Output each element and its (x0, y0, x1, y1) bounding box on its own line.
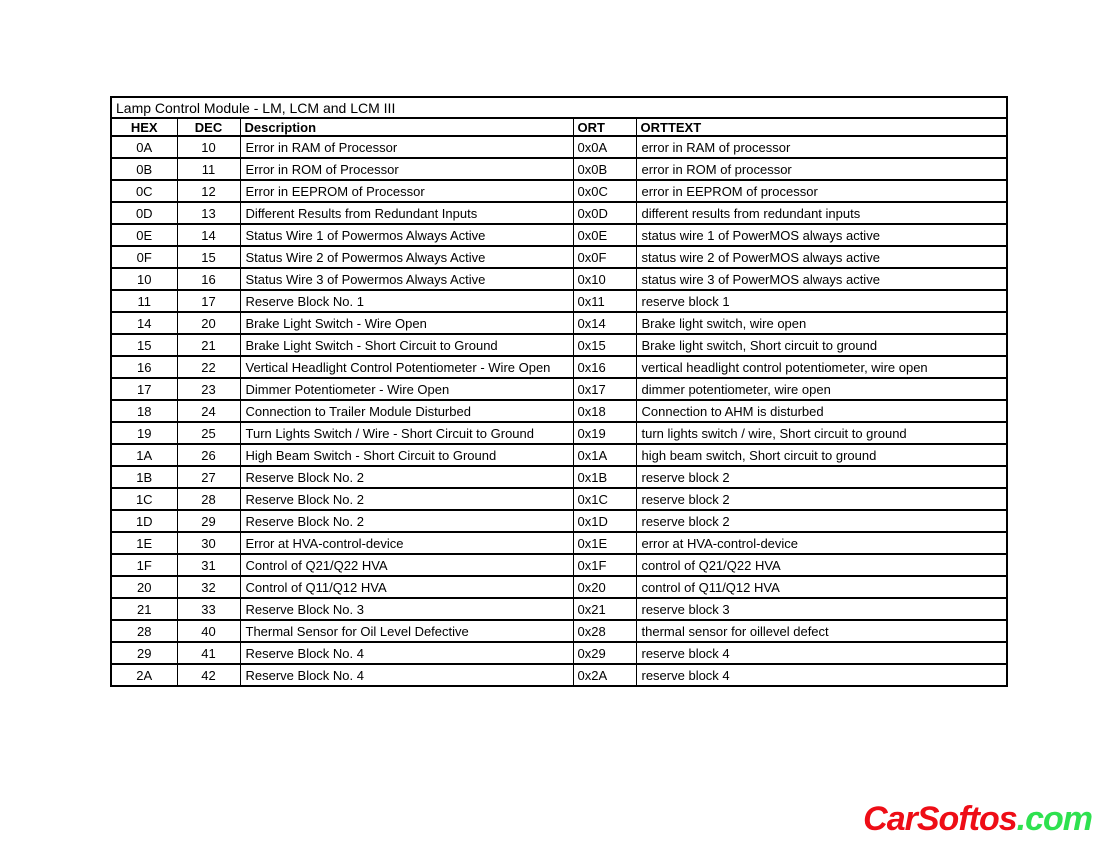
table-cell-ort: 0x1C (573, 488, 636, 510)
table-row (111, 334, 1007, 356)
table-cell-dec: 11 (177, 158, 240, 180)
table-cell-dec: 27 (177, 466, 240, 488)
table-cell-orttext: turn lights switch / wire, Short circuit to ground (636, 422, 1007, 444)
table-cell-orttext: Brake light switch, wire open (636, 312, 1007, 334)
table-title-row (111, 97, 1007, 118)
table-cell-hex: 1F (111, 554, 177, 576)
table-cell-ort: 0x0E (573, 224, 636, 246)
column-header-dec: DEC (177, 118, 240, 136)
table-cell-hex: 10 (111, 268, 177, 290)
table-cell-hex: 1B (111, 466, 177, 488)
table-row (111, 290, 1007, 312)
table-cell-hex: 18 (111, 400, 177, 422)
table-cell-dec: 33 (177, 598, 240, 620)
table-cell-dec: 16 (177, 268, 240, 290)
table-row (111, 180, 1007, 202)
table-row (111, 202, 1007, 224)
table-cell-orttext: error in EEPROM of processor (636, 180, 1007, 202)
watermark-name: CarSoftos (863, 800, 1017, 838)
table-cell-hex: 0F (111, 246, 177, 268)
table-row (111, 246, 1007, 268)
table-cell-dec: 25 (177, 422, 240, 444)
table-title: Lamp Control Module - LM, LCM and LCM III (111, 97, 1007, 118)
table-cell-hex: 2A (111, 664, 177, 686)
table-cell-orttext: high beam switch, Short circuit to ground (636, 444, 1007, 466)
table-cell-ort: 0x14 (573, 312, 636, 334)
table-row (111, 598, 1007, 620)
table-cell-hex: 21 (111, 598, 177, 620)
table-cell-hex: 28 (111, 620, 177, 642)
table-cell-orttext: thermal sensor for oillevel defect (636, 620, 1007, 642)
table-cell-description: Different Results from Redundant Inputs (240, 202, 573, 224)
table-cell-hex: 1A (111, 444, 177, 466)
table-cell-description: Brake Light Switch - Wire Open (240, 312, 573, 334)
table-row (111, 642, 1007, 664)
table-cell-ort: 0x1F (573, 554, 636, 576)
table-cell-dec: 31 (177, 554, 240, 576)
table-cell-hex: 0B (111, 158, 177, 180)
fault-code-table (110, 96, 1008, 687)
table-cell-orttext: different results from redundant inputs (636, 202, 1007, 224)
column-header-orttext: ORTTEXT (636, 118, 1007, 136)
table-cell-orttext: reserve block 2 (636, 466, 1007, 488)
column-header-ort: ORT (573, 118, 636, 136)
table-cell-hex: 17 (111, 378, 177, 400)
table-row (111, 620, 1007, 642)
table-cell-description: Status Wire 2 of Powermos Always Active (240, 246, 573, 268)
table-cell-orttext: Brake light switch, Short circuit to ground (636, 334, 1007, 356)
table-cell-description: Reserve Block No. 4 (240, 664, 573, 686)
table-cell-description: Error in ROM of Processor (240, 158, 573, 180)
table-cell-description: Reserve Block No. 2 (240, 466, 573, 488)
table-cell-description: Error in EEPROM of Processor (240, 180, 573, 202)
table-cell-ort: 0x18 (573, 400, 636, 422)
table-cell-orttext: error in ROM of processor (636, 158, 1007, 180)
table-cell-ort: 0x11 (573, 290, 636, 312)
table-cell-description: Turn Lights Switch / Wire - Short Circuit to Ground (240, 422, 573, 444)
table-row (111, 378, 1007, 400)
table-cell-dec: 14 (177, 224, 240, 246)
table-cell-ort: 0x21 (573, 598, 636, 620)
table-row (111, 466, 1007, 488)
table-cell-description: Status Wire 1 of Powermos Always Active (240, 224, 573, 246)
table-row (111, 488, 1007, 510)
table-cell-orttext: reserve block 4 (636, 664, 1007, 686)
table-row (111, 356, 1007, 378)
table-cell-orttext: control of Q21/Q22 HVA (636, 554, 1007, 576)
table-cell-description: Connection to Trailer Module Disturbed (240, 400, 573, 422)
table-cell-orttext: reserve block 2 (636, 510, 1007, 532)
table-cell-ort: 0x0C (573, 180, 636, 202)
table-cell-hex: 0E (111, 224, 177, 246)
table-cell-dec: 30 (177, 532, 240, 554)
table-cell-orttext: error in RAM of processor (636, 136, 1007, 158)
table-cell-hex: 0D (111, 202, 177, 224)
table-cell-hex: 0C (111, 180, 177, 202)
table-cell-ort: 0x19 (573, 422, 636, 444)
table-cell-ort: 0x1A (573, 444, 636, 466)
table-cell-dec: 26 (177, 444, 240, 466)
table-row (111, 576, 1007, 598)
table-cell-dec: 24 (177, 400, 240, 422)
table-row (111, 268, 1007, 290)
table-cell-description: Reserve Block No. 3 (240, 598, 573, 620)
table-cell-description: Dimmer Potentiometer - Wire Open (240, 378, 573, 400)
table-cell-hex: 1C (111, 488, 177, 510)
table-row (111, 444, 1007, 466)
table-cell-hex: 19 (111, 422, 177, 444)
table-cell-description: Reserve Block No. 2 (240, 488, 573, 510)
table-cell-dec: 29 (177, 510, 240, 532)
table-cell-orttext: reserve block 3 (636, 598, 1007, 620)
table-cell-description: Error at HVA-control-device (240, 532, 573, 554)
table-cell-description: Thermal Sensor for Oil Level Defective (240, 620, 573, 642)
table-cell-hex: 20 (111, 576, 177, 598)
table-cell-description: Vertical Headlight Control Potentiometer - Wire Open (240, 356, 573, 378)
table-cell-ort: 0x2A (573, 664, 636, 686)
table-cell-dec: 28 (177, 488, 240, 510)
table-cell-orttext: status wire 2 of PowerMOS always active (636, 246, 1007, 268)
table-cell-dec: 42 (177, 664, 240, 686)
table-cell-hex: 0A (111, 136, 177, 158)
table-cell-description: Brake Light Switch - Short Circuit to Ground (240, 334, 573, 356)
table-cell-description: Reserve Block No. 1 (240, 290, 573, 312)
table-cell-description: Control of Q11/Q12 HVA (240, 576, 573, 598)
table-cell-description: High Beam Switch - Short Circuit to Ground (240, 444, 573, 466)
column-header-description: Description (240, 118, 573, 136)
table-row (111, 554, 1007, 576)
table-header-row (111, 118, 1007, 136)
watermark-logo (863, 800, 1092, 839)
table-cell-orttext: reserve block 4 (636, 642, 1007, 664)
table-cell-orttext: reserve block 2 (636, 488, 1007, 510)
table-cell-ort: 0x0A (573, 136, 636, 158)
table-cell-dec: 10 (177, 136, 240, 158)
table-cell-ort: 0x10 (573, 268, 636, 290)
table-cell-dec: 40 (177, 620, 240, 642)
table-cell-ort: 0x29 (573, 642, 636, 664)
table-row (111, 158, 1007, 180)
table-cell-dec: 17 (177, 290, 240, 312)
table-cell-dec: 15 (177, 246, 240, 268)
table-cell-description: Reserve Block No. 2 (240, 510, 573, 532)
column-header-hex: HEX (111, 118, 177, 136)
table-cell-ort: 0x1B (573, 466, 636, 488)
table-cell-dec: 22 (177, 356, 240, 378)
table-row (111, 510, 1007, 532)
table-cell-hex: 16 (111, 356, 177, 378)
table-cell-dec: 20 (177, 312, 240, 334)
table-row (111, 400, 1007, 422)
table-cell-ort: 0x20 (573, 576, 636, 598)
table-cell-orttext: vertical headlight control potentiometer, wire open (636, 356, 1007, 378)
table-cell-ort: 0x0D (573, 202, 636, 224)
table-row (111, 224, 1007, 246)
table-cell-orttext: error at HVA-control-device (636, 532, 1007, 554)
table-row (111, 422, 1007, 444)
table-cell-ort: 0x17 (573, 378, 636, 400)
table-cell-ort: 0x1E (573, 532, 636, 554)
table-cell-orttext: reserve block 1 (636, 290, 1007, 312)
table-cell-orttext: Connection to AHM is disturbed (636, 400, 1007, 422)
table-cell-hex: 1D (111, 510, 177, 532)
table-cell-orttext: status wire 1 of PowerMOS always active (636, 224, 1007, 246)
table-body (111, 136, 1007, 686)
table-cell-hex: 1E (111, 532, 177, 554)
table-cell-ort: 0x16 (573, 356, 636, 378)
table-cell-dec: 12 (177, 180, 240, 202)
table-cell-dec: 41 (177, 642, 240, 664)
table-cell-ort: 0x0F (573, 246, 636, 268)
table-row (111, 532, 1007, 554)
table-cell-ort: 0x15 (573, 334, 636, 356)
table-cell-dec: 32 (177, 576, 240, 598)
table-cell-dec: 21 (177, 334, 240, 356)
table-cell-ort: 0x0B (573, 158, 636, 180)
table-cell-dec: 13 (177, 202, 240, 224)
table-row (111, 136, 1007, 158)
table-cell-description: Control of Q21/Q22 HVA (240, 554, 573, 576)
table-cell-hex: 14 (111, 312, 177, 334)
watermark-tld: .com (1016, 800, 1092, 838)
table-cell-hex: 29 (111, 642, 177, 664)
table-cell-orttext: status wire 3 of PowerMOS always active (636, 268, 1007, 290)
table-cell-ort: 0x1D (573, 510, 636, 532)
table-cell-description: Status Wire 3 of Powermos Always Active (240, 268, 573, 290)
table-cell-hex: 11 (111, 290, 177, 312)
table-row (111, 312, 1007, 334)
table-cell-hex: 15 (111, 334, 177, 356)
table-cell-orttext: control of Q11/Q12 HVA (636, 576, 1007, 598)
table-cell-description: Reserve Block No. 4 (240, 642, 573, 664)
table-row (111, 664, 1007, 686)
table-cell-ort: 0x28 (573, 620, 636, 642)
table-cell-orttext: dimmer potentiometer, wire open (636, 378, 1007, 400)
table-cell-description: Error in RAM of Processor (240, 136, 573, 158)
table-cell-dec: 23 (177, 378, 240, 400)
